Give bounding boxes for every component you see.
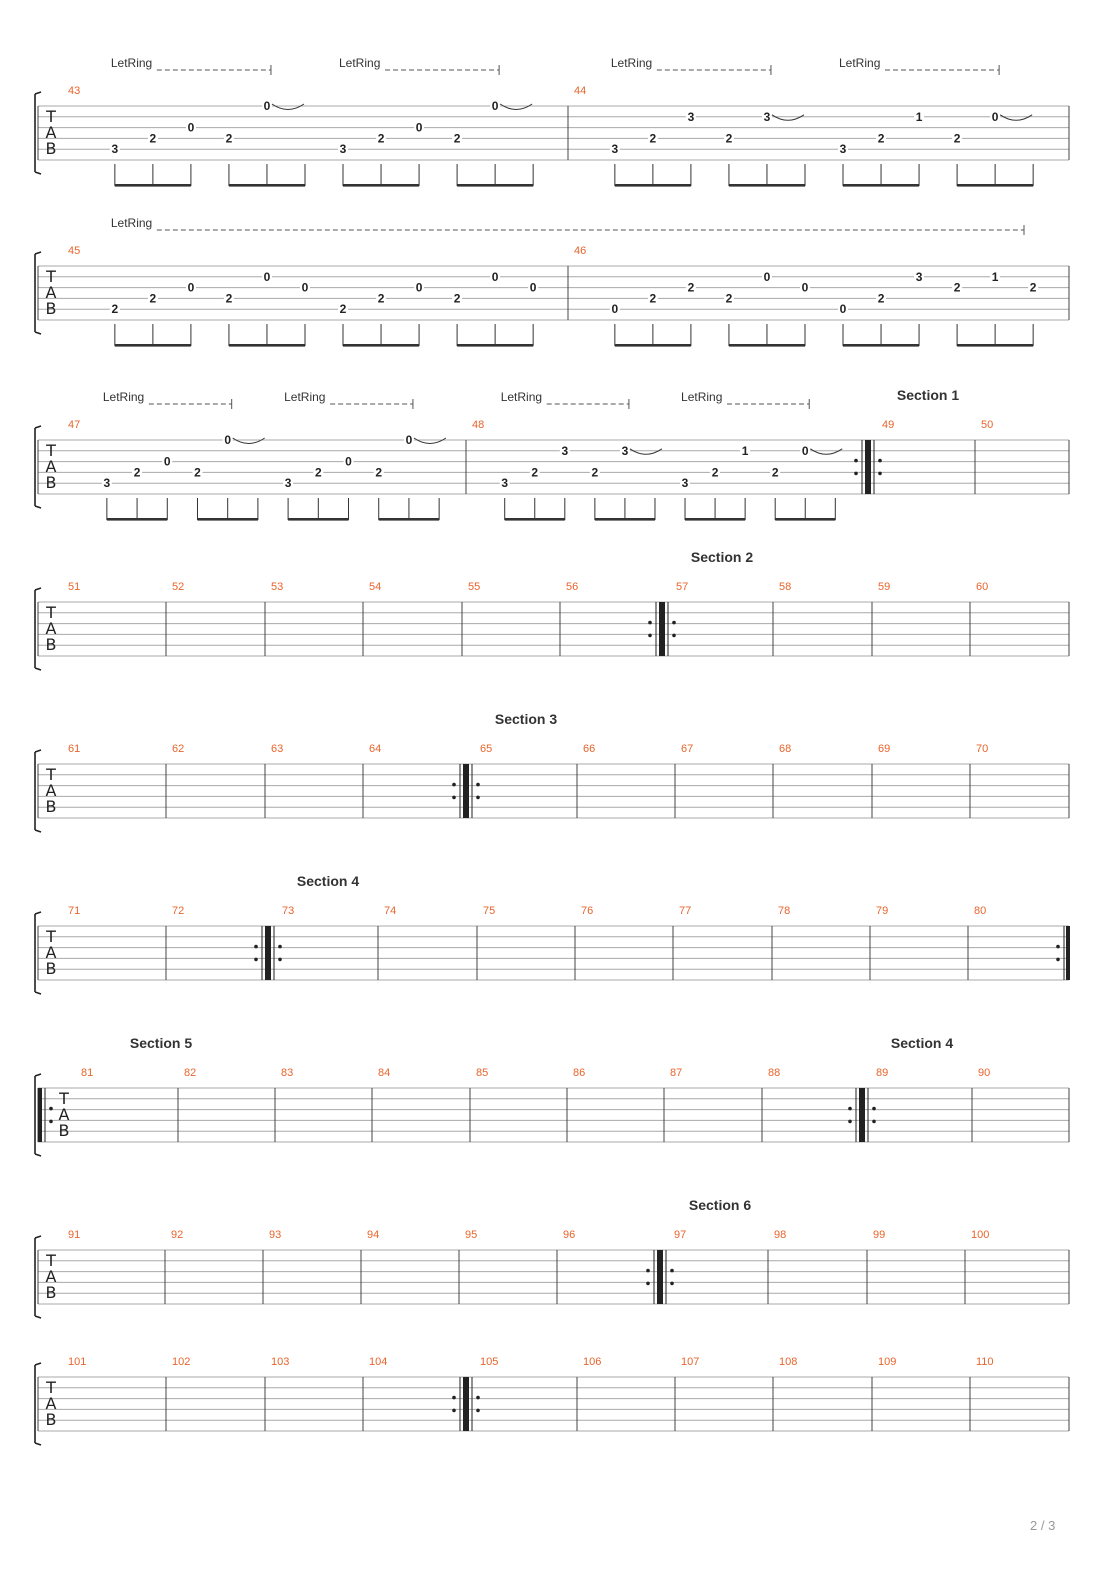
let-ring-label: LetRing: [284, 390, 326, 404]
measure-number: 63: [271, 743, 284, 755]
measure-number: 90: [978, 1067, 991, 1079]
beam: [957, 184, 1033, 187]
let-ring-label: LetRing: [500, 390, 543, 404]
fret-number: 0: [611, 302, 619, 317]
measure-number: 105: [480, 1356, 499, 1368]
double-repeat-thick-bar: [265, 926, 271, 980]
measure-number: 86: [573, 1067, 586, 1079]
let-ring-label: LetRing: [339, 56, 381, 70]
fret-number: 3: [763, 109, 771, 124]
measure-number: 45: [68, 245, 81, 257]
repeat-dot: [672, 634, 676, 638]
measure-number: 64: [369, 743, 382, 755]
tab-clef-letter: B: [45, 797, 57, 816]
tab-system: [35, 1197, 1069, 1318]
repeat-dot: [254, 958, 258, 962]
measure-number: 76: [581, 905, 594, 917]
double-repeat-thick-bar: [463, 764, 469, 818]
fret-number: 3: [681, 476, 689, 491]
let-ring-label: LetRing: [102, 390, 145, 404]
measure-number: 50: [981, 419, 994, 431]
fret-number: 0: [224, 433, 232, 447]
measure-number: 44: [574, 85, 587, 97]
tab-clef-letter: T: [59, 1089, 69, 1108]
measure-number: 51: [68, 581, 81, 593]
fret-number: 2: [375, 465, 383, 480]
measure-number: 82: [184, 1067, 197, 1079]
tab-clef-letter: T: [46, 107, 56, 126]
measure-number: 67: [681, 743, 694, 755]
page-number: 2 / 3: [1030, 1518, 1056, 1533]
tab-system: [35, 711, 1069, 832]
beam: [957, 344, 1033, 347]
measure-number: 98: [774, 1229, 787, 1241]
beam: [729, 344, 805, 347]
repeat-dot: [878, 459, 882, 463]
measure-number: 96: [563, 1229, 576, 1241]
fret-number: 2: [725, 291, 733, 306]
fret-number: 3: [111, 142, 119, 157]
tab-clef-letter: T: [46, 1378, 56, 1397]
fret-number: 2: [771, 465, 779, 480]
measure-number: 61: [68, 743, 81, 755]
tab-system: [35, 216, 1069, 347]
beam: [229, 184, 305, 187]
beam: [288, 518, 348, 521]
measure-number: 93: [269, 1229, 282, 1241]
fret-number: 3: [839, 142, 847, 157]
fret-number: 0: [991, 109, 999, 124]
section-label: Section 5: [129, 1035, 193, 1051]
tab-clef-letter: T: [46, 441, 56, 460]
fret-number: 2: [149, 131, 157, 146]
beam: [729, 184, 805, 187]
tab-system: [35, 873, 1070, 994]
tab-clef-letter: A: [45, 619, 57, 638]
tab-clef-letter: T: [46, 1251, 56, 1270]
fret-number: 2: [711, 465, 719, 480]
repeat-dot: [1056, 945, 1060, 949]
measure-number: 101: [68, 1356, 87, 1368]
tab-clef-letter: T: [46, 927, 56, 946]
measure-number: 109: [878, 1356, 897, 1368]
repeat-dot: [476, 783, 480, 787]
double-repeat-thick-bar: [659, 602, 665, 656]
beam: [107, 518, 167, 521]
fret-number: 0: [491, 99, 499, 113]
measure-number: 46: [574, 245, 587, 257]
beam: [115, 344, 191, 347]
beam: [615, 184, 691, 187]
fret-number: 0: [801, 443, 809, 458]
fret-number: 1: [915, 109, 923, 124]
tab-clef-letter: T: [46, 267, 56, 286]
repeat-dot: [872, 1107, 876, 1111]
beam: [343, 184, 419, 187]
measure-number: 110: [976, 1356, 994, 1368]
double-repeat-thick-bar: [859, 1088, 865, 1142]
measure-number: 100: [971, 1229, 990, 1241]
tie-arc: [272, 104, 304, 110]
repeat-dot: [848, 1107, 852, 1111]
repeat-dot: [646, 1282, 650, 1286]
tab-system: [35, 1356, 1069, 1445]
beam: [115, 184, 191, 187]
repeat-dot: [1056, 958, 1060, 962]
measure-number: 89: [876, 1067, 889, 1079]
fret-number: 2: [149, 291, 157, 306]
fret-number: 2: [377, 291, 385, 306]
repeat-dot: [872, 1120, 876, 1124]
tab-clef-letter: B: [45, 635, 57, 654]
measure-number: 47: [68, 419, 81, 431]
measure-number: 74: [384, 905, 397, 917]
measure-number: 70: [976, 743, 989, 755]
beam: [379, 518, 439, 521]
tab-clef-letter: B: [45, 1410, 57, 1429]
fret-number: 3: [915, 269, 923, 284]
measure-number: 106: [583, 1356, 602, 1368]
measure-number: 56: [566, 581, 579, 593]
measure-number: 83: [281, 1067, 294, 1079]
beam: [775, 518, 835, 521]
repeat-dot: [278, 945, 282, 949]
measure-number: 52: [172, 581, 185, 593]
repeat-end-thick-bar: [1066, 926, 1070, 980]
measure-number: 108: [779, 1356, 798, 1368]
fret-number: 3: [103, 476, 111, 491]
measure-number: 69: [878, 743, 891, 755]
fret-number: 2: [531, 465, 539, 480]
measure-number: 107: [681, 1356, 700, 1368]
measure-number: 81: [81, 1067, 94, 1079]
beam: [457, 184, 533, 187]
fret-number: 2: [339, 302, 347, 317]
fret-number: 2: [1029, 280, 1037, 295]
repeat-dot: [670, 1282, 674, 1286]
double-repeat-thick-bar: [865, 440, 871, 494]
repeat-start-thick-bar: [38, 1088, 42, 1142]
measure-number: 49: [882, 419, 895, 431]
measure-number: 62: [172, 743, 185, 755]
let-ring-label: LetRing: [839, 56, 881, 70]
fret-number: 0: [529, 280, 537, 295]
repeat-dot: [848, 1120, 852, 1124]
fret-number: 2: [453, 131, 461, 146]
repeat-dot: [452, 1409, 456, 1413]
repeat-dot: [648, 634, 652, 638]
fret-number: 2: [953, 280, 961, 295]
tab-clef-letter: A: [45, 781, 57, 800]
fret-number: 2: [314, 465, 322, 480]
tab-clef-letter: T: [46, 765, 56, 784]
repeat-dot: [452, 1396, 456, 1400]
repeat-dot: [452, 783, 456, 787]
measure-number: 94: [367, 1229, 380, 1241]
tab-clef-letter: B: [45, 1283, 57, 1302]
measure-number: 97: [674, 1229, 687, 1241]
repeat-dot: [49, 1120, 53, 1124]
measure-number: 80: [974, 905, 987, 917]
fret-number: 3: [339, 142, 347, 157]
fret-number: 2: [377, 131, 385, 146]
repeat-dot: [49, 1107, 53, 1111]
tab-clef-letter: B: [58, 1121, 70, 1140]
fret-number: 0: [263, 99, 271, 113]
tab-clef-letter: T: [46, 603, 56, 622]
repeat-dot: [646, 1269, 650, 1273]
fret-number: 2: [225, 131, 233, 146]
measure-number: 78: [778, 905, 791, 917]
repeat-dot: [476, 796, 480, 800]
tab-clef-letter: B: [45, 299, 57, 318]
repeat-dot: [476, 1396, 480, 1400]
measure-number: 91: [68, 1229, 81, 1241]
repeat-dot: [670, 1269, 674, 1273]
fret-number: 0: [163, 454, 171, 469]
measure-number: 85: [476, 1067, 489, 1079]
measure-number: 43: [68, 85, 81, 97]
fret-number: 0: [801, 280, 809, 295]
tie-arc: [1000, 115, 1032, 121]
fret-number: 2: [725, 131, 733, 146]
repeat-dot: [452, 796, 456, 800]
fret-number: 3: [621, 443, 629, 458]
measure-number: 66: [583, 743, 596, 755]
tab-clef-letter: A: [58, 1105, 70, 1124]
tab-clef-letter: A: [45, 943, 57, 962]
tab-clef-letter: B: [45, 473, 57, 492]
fret-number: 2: [133, 465, 141, 480]
measure-number: 104: [369, 1356, 388, 1368]
tab-system: [35, 387, 1069, 521]
repeat-dot: [648, 621, 652, 625]
fret-number: 2: [453, 291, 461, 306]
let-ring-label: LetRing: [110, 216, 153, 230]
double-repeat-thick-bar: [657, 1250, 663, 1304]
measure-number: 88: [768, 1067, 781, 1079]
fret-number: 3: [284, 476, 292, 491]
fret-number: 3: [611, 142, 619, 157]
measure-number: 102: [172, 1356, 191, 1368]
fret-number: 0: [263, 269, 271, 284]
measure-number: 71: [68, 905, 81, 917]
tie-arc: [810, 449, 842, 455]
tab-clef-letter: B: [45, 959, 57, 978]
fret-number: 0: [405, 433, 413, 447]
fret-number: 2: [194, 465, 201, 480]
tab-clef-letter: A: [45, 457, 57, 476]
tab-system: [35, 56, 1069, 187]
fret-number: 0: [187, 120, 195, 135]
beam: [685, 518, 745, 521]
measure-number: 73: [282, 905, 295, 917]
fret-number: 1: [741, 443, 749, 458]
tie-arc: [414, 438, 446, 444]
fret-number: 2: [877, 131, 885, 146]
tie-arc: [630, 449, 662, 455]
repeat-dot: [476, 1409, 480, 1413]
tab-clef-letter: A: [45, 283, 57, 302]
section-label: Section 4: [296, 873, 360, 889]
repeat-dot: [854, 459, 858, 463]
fret-number: 3: [687, 109, 695, 124]
fret-number: 0: [301, 280, 309, 295]
fret-number: 2: [649, 131, 657, 146]
section-label: Section 1: [896, 387, 960, 403]
let-ring-label: LetRing: [610, 56, 653, 70]
fret-number: 3: [501, 476, 509, 491]
repeat-dot: [672, 621, 676, 625]
beam: [595, 518, 655, 521]
measure-number: 48: [472, 419, 485, 431]
tie-arc: [772, 115, 804, 121]
measure-number: 103: [271, 1356, 290, 1368]
measure-number: 58: [779, 581, 792, 593]
repeat-dot: [878, 472, 882, 476]
section-label: Section 2: [690, 549, 754, 565]
fret-number: 1: [991, 269, 999, 284]
tab-clef-letter: A: [45, 1267, 57, 1286]
measure-number: 65: [480, 743, 493, 755]
let-ring-label: LetRing: [110, 56, 153, 70]
measure-number: 55: [468, 581, 481, 593]
beam: [505, 518, 565, 521]
measure-number: 77: [679, 905, 692, 917]
beam: [457, 344, 533, 347]
measure-number: 84: [378, 1067, 391, 1079]
section-label: Section 3: [494, 711, 558, 727]
tab-system: [35, 1035, 1069, 1156]
tab-clef-letter: A: [45, 1394, 57, 1413]
let-ring-label: LetRing: [681, 390, 723, 404]
fret-number: 2: [649, 291, 657, 306]
repeat-dot: [854, 472, 858, 476]
fret-number: 2: [225, 291, 233, 306]
tie-arc: [500, 104, 532, 110]
fret-number: 0: [491, 269, 499, 284]
tab-clef-letter: B: [45, 139, 57, 158]
beam: [343, 344, 419, 347]
fret-number: 2: [687, 280, 695, 295]
fret-number: 2: [877, 291, 885, 306]
fret-number: 0: [345, 454, 352, 469]
measure-number: 57: [676, 581, 689, 593]
measure-number: 92: [171, 1229, 184, 1241]
tab-clef-letter: A: [45, 123, 57, 142]
measure-number: 87: [670, 1067, 683, 1079]
fret-number: 2: [953, 131, 961, 146]
beam: [843, 184, 919, 187]
measure-number: 95: [465, 1229, 478, 1241]
beam: [615, 344, 691, 347]
beam: [229, 344, 305, 347]
measure-number: 59: [878, 581, 891, 593]
fret-number: 0: [763, 269, 771, 284]
tie-arc: [233, 438, 265, 444]
repeat-dot: [254, 945, 258, 949]
fret-number: 0: [187, 280, 195, 295]
fret-number: 0: [839, 302, 847, 317]
section-label: Section 4: [890, 1035, 954, 1051]
measure-number: 75: [483, 905, 496, 917]
double-repeat-thick-bar: [463, 1377, 469, 1431]
measure-number: 60: [976, 581, 989, 593]
beam: [197, 518, 257, 521]
tab-system: [35, 549, 1069, 670]
measure-number: 79: [876, 905, 889, 917]
fret-number: 0: [415, 120, 423, 135]
beam: [843, 344, 919, 347]
fret-number: 0: [415, 280, 423, 295]
measure-number: 68: [779, 743, 792, 755]
fret-number: 3: [561, 443, 569, 458]
repeat-dot: [278, 958, 282, 962]
fret-number: 2: [111, 302, 119, 317]
fret-number: 2: [591, 465, 599, 480]
measure-number: 72: [172, 905, 185, 917]
measure-number: 99: [873, 1229, 886, 1241]
measure-number: 53: [271, 581, 284, 593]
measure-number: 54: [369, 581, 382, 593]
section-label: Section 6: [688, 1197, 752, 1213]
